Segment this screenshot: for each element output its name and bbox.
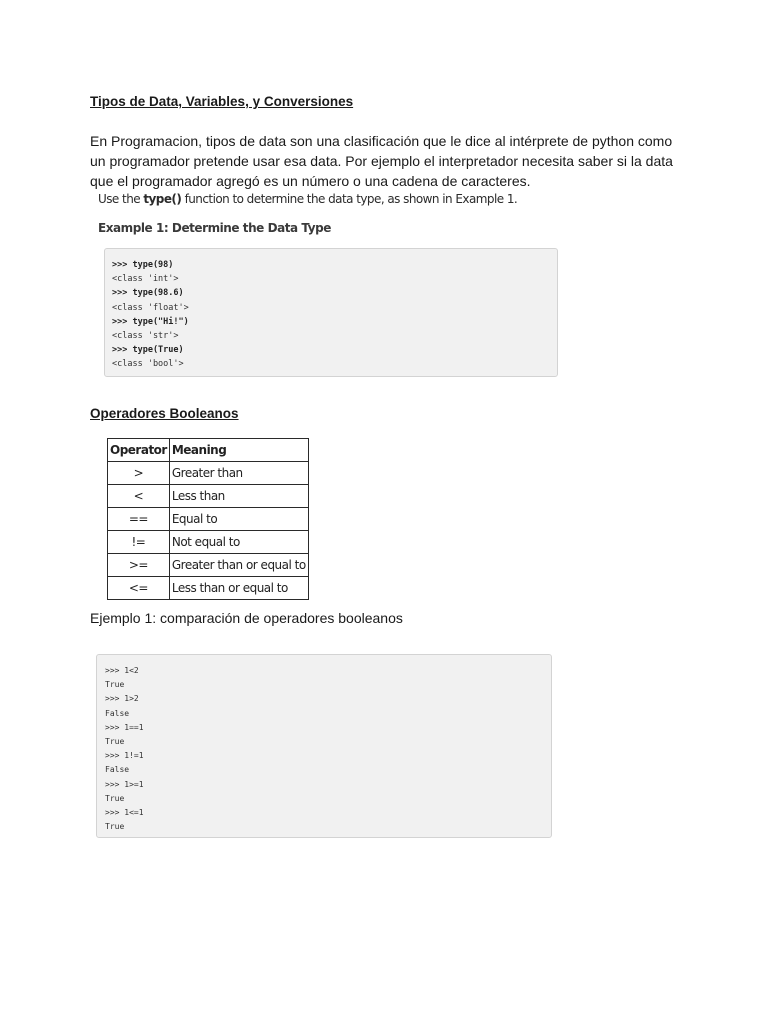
code-block-boolean-comparison — [96, 654, 552, 838]
code-line: >>> 1>2 — [105, 694, 139, 704]
type-function-hint — [98, 192, 517, 206]
table-row — [108, 577, 309, 600]
operator-cell: > — [108, 462, 170, 485]
operator-cell: <= — [108, 577, 170, 600]
example-1-title: Example 1: Determine the Data Type — [98, 221, 331, 235]
code-line: <class 'int'> — [112, 274, 179, 285]
section-title-boolean-operators: Operadores Booleanos — [90, 406, 239, 421]
boolean-operators-table — [107, 438, 309, 600]
code-line: >>> 1==1 — [105, 722, 144, 732]
column-header-meaning: Meaning — [169, 439, 308, 462]
column-header-operator: Operator — [108, 439, 170, 462]
table-row — [108, 462, 309, 485]
type-hint-function: type() — [143, 192, 182, 206]
table-row — [108, 485, 309, 508]
section-title-data-types: Tipos de Data, Variables, y Conversiones — [90, 94, 354, 109]
meaning-cell: Greater than or equal to — [169, 554, 308, 577]
intro-paragraph-line: un programador pretende usar esa data. Por ejemplo el interpretador necesita saber si la data — [90, 153, 673, 169]
code-line: >>> 1>=1 — [105, 779, 144, 789]
meaning-cell: Less than or equal to — [169, 577, 308, 600]
type-hint-after: function to determine the data type, as shown in Example 1. — [181, 192, 518, 206]
code-line: >>> type(True) — [112, 345, 184, 356]
operator-cell: < — [108, 485, 170, 508]
code-line: >>> type(98.6) — [112, 288, 184, 299]
intro-paragraph — [90, 131, 690, 191]
code-line: >>> type("Hi!") — [112, 316, 189, 327]
code-line: <class 'str'> — [112, 331, 179, 342]
operator-cell: >= — [108, 554, 170, 577]
code-line: False — [105, 765, 130, 775]
table-row — [108, 554, 309, 577]
code-line: <class 'float'> — [112, 302, 189, 313]
type-hint-before: Use the — [98, 192, 144, 206]
code-line: >>> 1<2 — [105, 666, 139, 675]
code-line: True — [105, 737, 125, 747]
code-line: >>> 1!=1 — [105, 751, 144, 761]
code-line: >>> 1<=1 — [105, 808, 144, 818]
meaning-cell: Equal to — [169, 508, 308, 531]
code-line: <class 'bool'> — [112, 359, 184, 370]
operator-cell: != — [108, 531, 170, 554]
code-line: >>> type(98) — [112, 260, 174, 270]
table-row — [108, 508, 309, 531]
code-line: True — [105, 680, 125, 690]
intro-paragraph-line: En Programacion, tipos de data son una clasificación que le dice al intérprete de python como — [90, 133, 673, 149]
table-header-row — [108, 439, 309, 462]
meaning-cell: Not equal to — [169, 531, 308, 554]
code-line: True — [105, 822, 125, 832]
operator-cell: == — [108, 508, 170, 531]
intro-paragraph-line: que el programador agregó es un número o una cadena de caracteres. — [90, 173, 531, 189]
example-boolean-caption: Ejemplo 1: comparación de operadores booleanos — [90, 610, 403, 626]
meaning-cell: Less than — [169, 485, 308, 508]
code-line: True — [105, 793, 125, 803]
code-line: False — [105, 708, 130, 718]
table-row — [108, 531, 309, 554]
meaning-cell: Greater than — [169, 462, 308, 485]
code-block-data-types — [104, 248, 558, 377]
